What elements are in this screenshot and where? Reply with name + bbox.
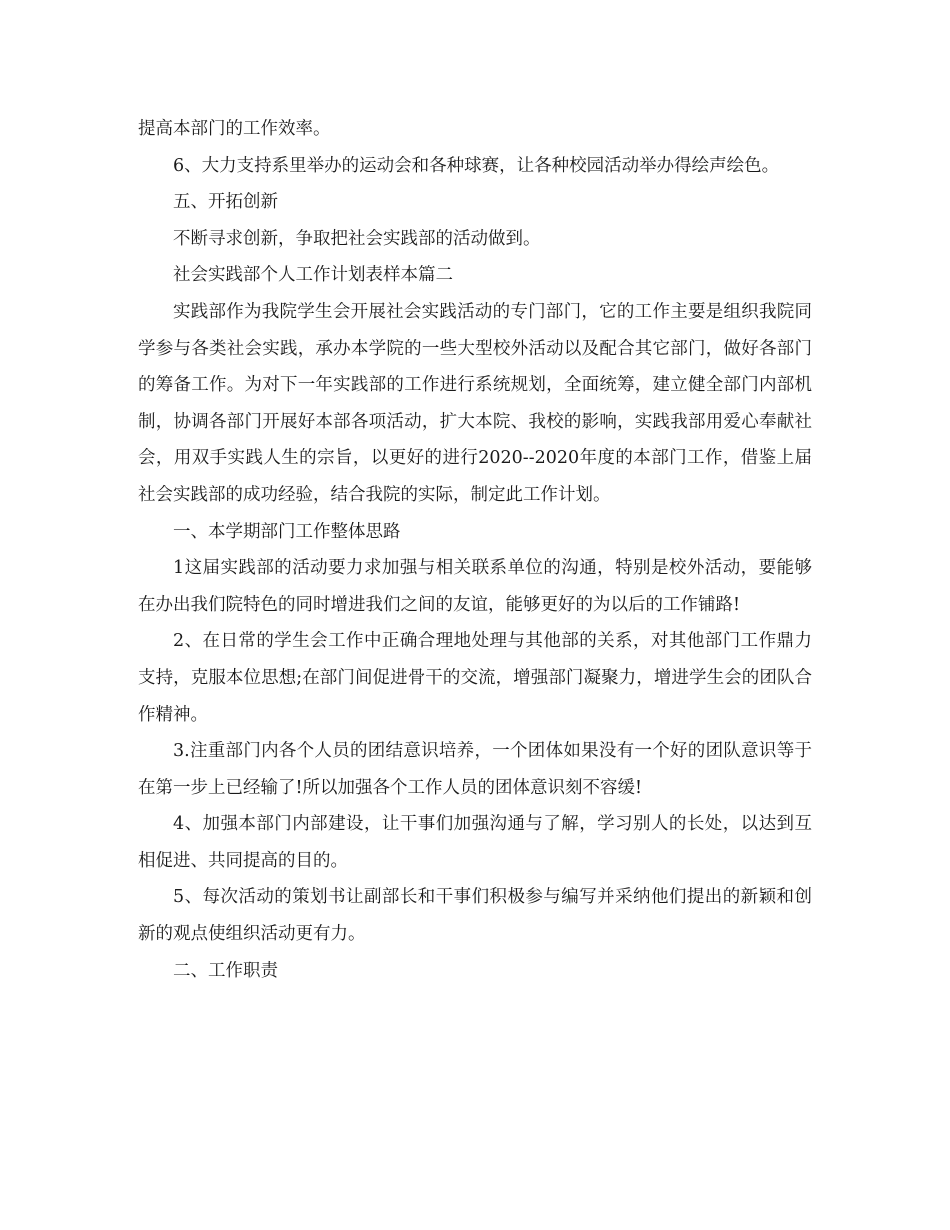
paragraph-item-1: 1这届实践部的活动要力求加强与相关联系单位的沟通，特别是校外活动，要能够在办出我们院特色的同时增进我们之间的友谊，能够更好的为以后的工作铺路! [138, 558, 812, 615]
section-heading-duties: 二、工作职责 [173, 960, 278, 981]
paragraph-continuation: 提高本部门的工作效率。 [138, 119, 331, 139]
section-heading-innovation: 五、开拓创新 [173, 192, 278, 213]
paragraph-item-4: 4、加强本部门内部建设，让干事们加强沟通与了解，学习别人的长处，以达到互相促进、共同提高的目的。 [138, 814, 812, 871]
document-body [138, 111, 812, 989]
paragraph-innovation: 不断寻求创新，争取把社会实践部的活动做到。 [173, 228, 541, 249]
paragraph-item-2: 2、在日常的学生会工作中正确合理地处理与其他部的关系，对其他部门工作鼎力支持，克服本位思想;在部门间促进骨干的交流，增强部门凝聚力，增进学生会的团队合作精神。 [138, 631, 812, 725]
paragraph-item-3: 3.注重部门内各个人员的团结意识培养，一个团体如果没有一个好的团队意识等于在第一步上已经输了!所以加强各个工作人员的团体意识刻不容缓! [138, 741, 812, 798]
paragraph-item-6: 6、大力支持系里举办的运动会和各种球赛，让各种校园活动举办得绘声绘色。 [173, 155, 780, 176]
paragraph-item-5: 5、每次活动的策划书让副部长和干事们积极参与编写并采纳他们提出的新颖和创新的观点使组织活动更有力。 [138, 887, 812, 945]
paragraph-intro: 实践部作为我院学生会开展社会实践活动的专门部门，它的工作主要是组织我院同学参与各类社会实践，承办本学院的一些大型校外活动以及配合其它部门，做好各部门的筹备工作。为对下一年实践部的工作进行系统规划，全面统筹，建立健全部门内部机制，协调各部门开展好本部各项活动，扩大本院、我校的影响，实践我部用爱心奉献社会，用双手实践人生的宗旨，以更好的进行2020--2020年度的本部门工作，借鉴上届社会实践部的成功经验，结合我院的实际，制定此工作计划。 [138, 301, 812, 505]
article-title: 社会实践部个人工作计划表样本篇二 [173, 265, 453, 286]
section-heading-overall-approach: 一、本学期部门工作整体思路 [173, 521, 401, 542]
